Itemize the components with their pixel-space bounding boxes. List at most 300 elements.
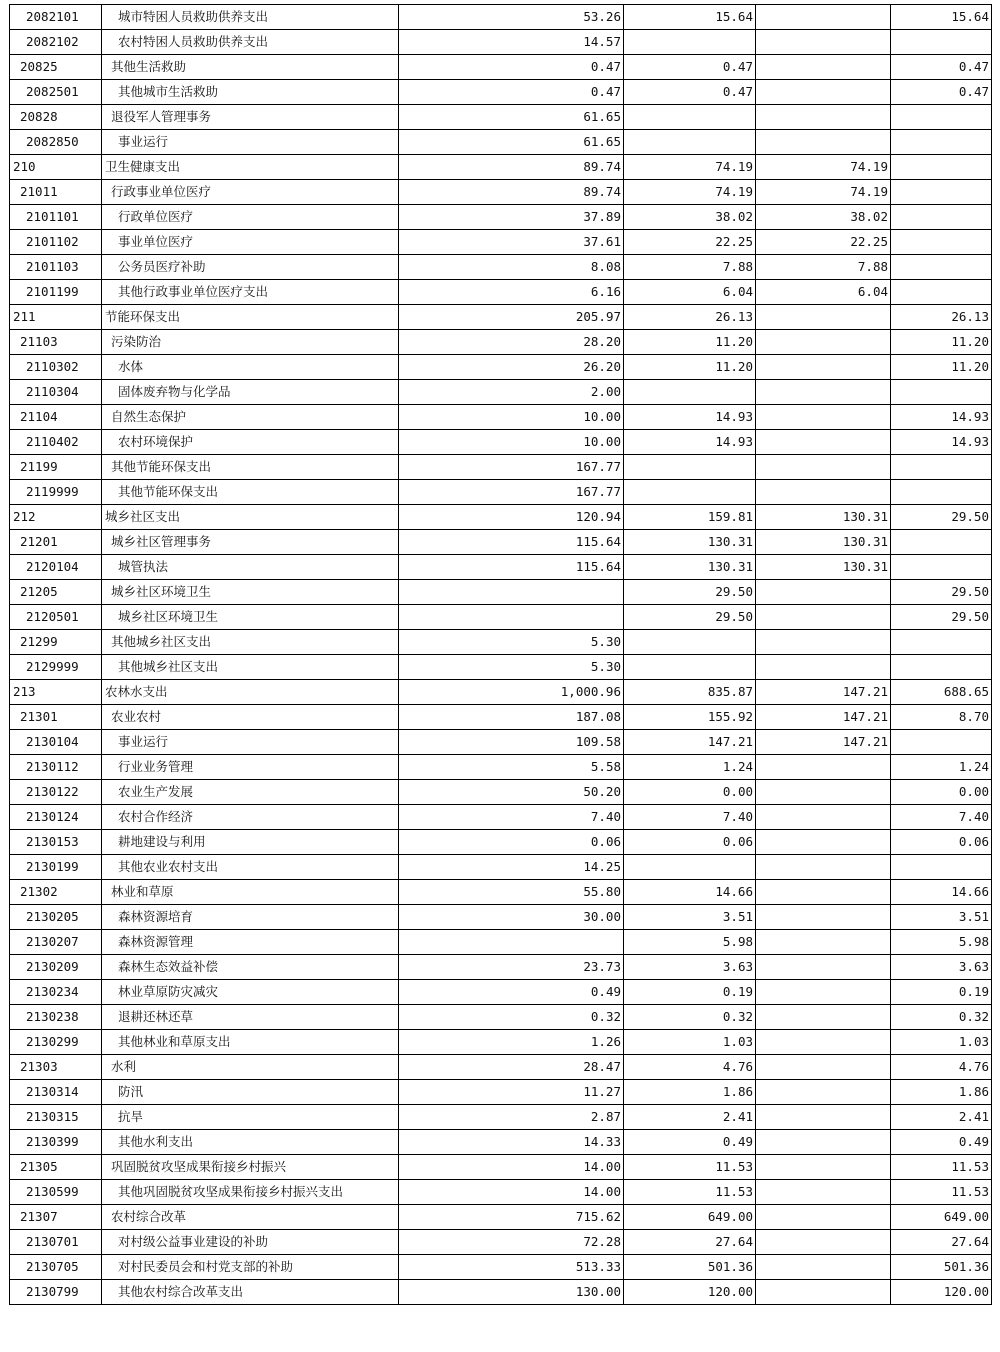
amount-cell-4: 11.20	[891, 330, 992, 355]
table-row	[10, 1030, 992, 1055]
subject-code-cell: 21205	[10, 580, 102, 605]
table-row	[10, 630, 992, 655]
table-row	[10, 480, 992, 505]
amount-cell-1: 5.30	[399, 655, 624, 680]
amount-cell-4: 2.41	[891, 1105, 992, 1130]
subject-code-cell: 2120501	[10, 605, 102, 630]
amount-cell-2: 5.98	[624, 930, 756, 955]
subject-code-cell: 2110302	[10, 355, 102, 380]
subject-name-cell: 其他节能环保支出	[102, 455, 399, 480]
table-row	[10, 255, 992, 280]
table-row	[10, 1280, 992, 1305]
amount-cell-4: 1.86	[891, 1080, 992, 1105]
amount-cell-3	[756, 930, 891, 955]
amount-cell-3	[756, 405, 891, 430]
subject-code-cell: 20828	[10, 105, 102, 130]
amount-cell-3	[756, 1030, 891, 1055]
amount-cell-1: 37.89	[399, 205, 624, 230]
amount-cell-2: 0.06	[624, 830, 756, 855]
subject-code-cell: 2130122	[10, 780, 102, 805]
amount-cell-2: 14.93	[624, 405, 756, 430]
amount-cell-4: 29.50	[891, 605, 992, 630]
amount-cell-1: 28.47	[399, 1055, 624, 1080]
amount-cell-4: 11.53	[891, 1155, 992, 1180]
subject-code-cell: 2129999	[10, 655, 102, 680]
amount-cell-3: 7.88	[756, 255, 891, 280]
amount-cell-4: 649.00	[891, 1205, 992, 1230]
amount-cell-3	[756, 355, 891, 380]
subject-code-cell: 20825	[10, 55, 102, 80]
table-row	[10, 830, 992, 855]
amount-cell-4: 0.47	[891, 55, 992, 80]
amount-cell-3	[756, 1205, 891, 1230]
amount-cell-3	[756, 380, 891, 405]
amount-cell-2: 14.66	[624, 880, 756, 905]
amount-cell-2: 11.53	[624, 1155, 756, 1180]
subject-name-cell: 自然生态保护	[102, 405, 399, 430]
amount-cell-2	[624, 30, 756, 55]
amount-cell-4	[891, 530, 992, 555]
amount-cell-4	[891, 205, 992, 230]
amount-cell-3	[756, 855, 891, 880]
amount-cell-4	[891, 655, 992, 680]
amount-cell-2: 26.13	[624, 305, 756, 330]
subject-code-cell: 21199	[10, 455, 102, 480]
subject-code-cell: 21201	[10, 530, 102, 555]
amount-cell-1: 513.33	[399, 1255, 624, 1280]
amount-cell-1: 11.27	[399, 1080, 624, 1105]
subject-name-cell: 事业运行	[102, 730, 399, 755]
subject-name-cell: 城乡社区管理事务	[102, 530, 399, 555]
subject-name-cell: 事业运行	[102, 130, 399, 155]
subject-code-cell: 2130705	[10, 1255, 102, 1280]
amount-cell-2: 27.64	[624, 1230, 756, 1255]
amount-cell-1: 10.00	[399, 405, 624, 430]
amount-cell-2: 6.04	[624, 280, 756, 305]
subject-code-cell: 21011	[10, 180, 102, 205]
subject-code-cell: 2130124	[10, 805, 102, 830]
subject-code-cell: 2130205	[10, 905, 102, 930]
amount-cell-3	[756, 1230, 891, 1255]
amount-cell-2	[624, 380, 756, 405]
amount-cell-4	[891, 105, 992, 130]
subject-name-cell: 巩固脱贫攻坚成果衔接乡村振兴	[102, 1155, 399, 1180]
table-row	[10, 155, 992, 180]
subject-code-cell: 2110304	[10, 380, 102, 405]
table-row	[10, 880, 992, 905]
subject-name-cell: 其他巩固脱贫攻坚成果衔接乡村振兴支出	[102, 1180, 399, 1205]
amount-cell-1: 50.20	[399, 780, 624, 805]
amount-cell-1: 55.80	[399, 880, 624, 905]
subject-name-cell: 其他行政事业单位医疗支出	[102, 280, 399, 305]
amount-cell-4: 0.00	[891, 780, 992, 805]
amount-cell-2: 74.19	[624, 155, 756, 180]
amount-cell-2: 14.93	[624, 430, 756, 455]
amount-cell-2: 0.32	[624, 1005, 756, 1030]
amount-cell-4	[891, 855, 992, 880]
subject-name-cell: 节能环保支出	[102, 305, 399, 330]
subject-code-cell: 2082102	[10, 30, 102, 55]
subject-name-cell: 对村民委员会和村党支部的补助	[102, 1255, 399, 1280]
budget-table	[9, 4, 992, 1305]
amount-cell-1: 14.25	[399, 855, 624, 880]
subject-code-cell: 2101102	[10, 230, 102, 255]
amount-cell-3	[756, 1180, 891, 1205]
subject-code-cell: 211	[10, 305, 102, 330]
amount-cell-3	[756, 805, 891, 830]
amount-cell-2: 38.02	[624, 205, 756, 230]
subject-name-cell: 森林生态效益补偿	[102, 955, 399, 980]
amount-cell-1: 14.33	[399, 1130, 624, 1155]
subject-name-cell: 其他城乡社区支出	[102, 630, 399, 655]
amount-cell-4	[891, 230, 992, 255]
subject-name-cell: 林业和草原	[102, 880, 399, 905]
amount-cell-3: 6.04	[756, 280, 891, 305]
table-row	[10, 1180, 992, 1205]
amount-cell-2: 649.00	[624, 1205, 756, 1230]
amount-cell-3	[756, 955, 891, 980]
amount-cell-1: 205.97	[399, 305, 624, 330]
subject-code-cell: 2130104	[10, 730, 102, 755]
subject-name-cell: 退耕还林还草	[102, 1005, 399, 1030]
subject-name-cell: 对村级公益事业建设的补助	[102, 1230, 399, 1255]
amount-cell-3: 130.31	[756, 505, 891, 530]
amount-cell-2: 74.19	[624, 180, 756, 205]
amount-cell-2: 11.20	[624, 355, 756, 380]
subject-name-cell: 其他城乡社区支出	[102, 655, 399, 680]
amount-cell-4	[891, 30, 992, 55]
amount-cell-2: 0.19	[624, 980, 756, 1005]
amount-cell-3	[756, 830, 891, 855]
table-row	[10, 755, 992, 780]
subject-code-cell: 21307	[10, 1205, 102, 1230]
amount-cell-1: 0.47	[399, 55, 624, 80]
amount-cell-4: 29.50	[891, 505, 992, 530]
subject-name-cell: 行业业务管理	[102, 755, 399, 780]
amount-cell-1: 28.20	[399, 330, 624, 355]
amount-cell-3	[756, 55, 891, 80]
amount-cell-4: 5.98	[891, 930, 992, 955]
amount-cell-3: 147.21	[756, 705, 891, 730]
amount-cell-4: 0.49	[891, 1130, 992, 1155]
subject-code-cell: 2130199	[10, 855, 102, 880]
table-row	[10, 705, 992, 730]
subject-name-cell: 农业农村	[102, 705, 399, 730]
table-row	[10, 1205, 992, 1230]
subject-code-cell: 21104	[10, 405, 102, 430]
amount-cell-2: 130.31	[624, 530, 756, 555]
subject-code-cell: 2130112	[10, 755, 102, 780]
subject-code-cell: 212	[10, 505, 102, 530]
subject-code-cell: 2130315	[10, 1105, 102, 1130]
amount-cell-3	[756, 1080, 891, 1105]
table-row	[10, 1080, 992, 1105]
amount-cell-4	[891, 255, 992, 280]
amount-cell-4	[891, 380, 992, 405]
subject-name-cell: 行政事业单位医疗	[102, 180, 399, 205]
subject-name-cell: 农村特困人员救助供养支出	[102, 30, 399, 55]
amount-cell-3	[756, 755, 891, 780]
table-row	[10, 5, 992, 30]
amount-cell-4: 11.53	[891, 1180, 992, 1205]
amount-cell-4: 3.63	[891, 955, 992, 980]
amount-cell-3	[756, 130, 891, 155]
subject-name-cell: 城乡社区环境卫生	[102, 580, 399, 605]
amount-cell-3	[756, 1005, 891, 1030]
amount-cell-2: 7.88	[624, 255, 756, 280]
amount-cell-4: 0.06	[891, 830, 992, 855]
amount-cell-4: 14.93	[891, 405, 992, 430]
amount-cell-4: 0.32	[891, 1005, 992, 1030]
amount-cell-4: 29.50	[891, 580, 992, 605]
amount-cell-4: 14.93	[891, 430, 992, 455]
amount-cell-4: 0.47	[891, 80, 992, 105]
subject-code-cell: 2130153	[10, 830, 102, 855]
amount-cell-2: 120.00	[624, 1280, 756, 1305]
amount-cell-4	[891, 630, 992, 655]
subject-name-cell: 污染防治	[102, 330, 399, 355]
amount-cell-1: 0.06	[399, 830, 624, 855]
table-row	[10, 655, 992, 680]
amount-cell-1: 5.58	[399, 755, 624, 780]
amount-cell-1: 30.00	[399, 905, 624, 930]
amount-cell-4: 0.19	[891, 980, 992, 1005]
amount-cell-3: 74.19	[756, 155, 891, 180]
amount-cell-1: 61.65	[399, 105, 624, 130]
table-row	[10, 1055, 992, 1080]
subject-name-cell: 农业生产发展	[102, 780, 399, 805]
table-body	[10, 5, 992, 1305]
table-row	[10, 1105, 992, 1130]
subject-name-cell: 林业草原防灾减灾	[102, 980, 399, 1005]
amount-cell-3: 74.19	[756, 180, 891, 205]
amount-cell-4: 120.00	[891, 1280, 992, 1305]
subject-code-cell: 21301	[10, 705, 102, 730]
table-row	[10, 680, 992, 705]
subject-code-cell: 2130238	[10, 1005, 102, 1030]
subject-code-cell: 210	[10, 155, 102, 180]
amount-cell-1: 0.47	[399, 80, 624, 105]
amount-cell-4: 7.40	[891, 805, 992, 830]
subject-name-cell: 其他节能环保支出	[102, 480, 399, 505]
amount-cell-1: 167.77	[399, 455, 624, 480]
amount-cell-1: 167.77	[399, 480, 624, 505]
amount-cell-2	[624, 455, 756, 480]
subject-code-cell: 21103	[10, 330, 102, 355]
amount-cell-3: 130.31	[756, 555, 891, 580]
table-row	[10, 180, 992, 205]
table-row	[10, 1130, 992, 1155]
amount-cell-3	[756, 780, 891, 805]
subject-name-cell: 退役军人管理事务	[102, 105, 399, 130]
subject-name-cell: 防汛	[102, 1080, 399, 1105]
amount-cell-4: 26.13	[891, 305, 992, 330]
amount-cell-2: 155.92	[624, 705, 756, 730]
subject-name-cell: 其他生活救助	[102, 55, 399, 80]
subject-code-cell: 213	[10, 680, 102, 705]
subject-code-cell: 21299	[10, 630, 102, 655]
amount-cell-1: 120.94	[399, 505, 624, 530]
amount-cell-2: 0.00	[624, 780, 756, 805]
table-row	[10, 805, 992, 830]
amount-cell-2	[624, 130, 756, 155]
amount-cell-1: 715.62	[399, 1205, 624, 1230]
amount-cell-3	[756, 305, 891, 330]
amount-cell-2: 11.53	[624, 1180, 756, 1205]
table-row	[10, 30, 992, 55]
amount-cell-2: 29.50	[624, 605, 756, 630]
amount-cell-4: 4.76	[891, 1055, 992, 1080]
subject-code-cell: 2110402	[10, 430, 102, 455]
table-row	[10, 130, 992, 155]
subject-name-cell: 固体废弃物与化学品	[102, 380, 399, 405]
amount-cell-2	[624, 105, 756, 130]
subject-name-cell: 公务员医疗补助	[102, 255, 399, 280]
amount-cell-3: 38.02	[756, 205, 891, 230]
amount-cell-2: 0.47	[624, 55, 756, 80]
amount-cell-1: 10.00	[399, 430, 624, 455]
table-row	[10, 855, 992, 880]
amount-cell-3	[756, 1155, 891, 1180]
subject-name-cell: 城乡社区环境卫生	[102, 605, 399, 630]
subject-name-cell: 农林水支出	[102, 680, 399, 705]
subject-name-cell: 水体	[102, 355, 399, 380]
table-row	[10, 955, 992, 980]
table-row	[10, 55, 992, 80]
amount-cell-3	[756, 605, 891, 630]
amount-cell-2: 835.87	[624, 680, 756, 705]
subject-code-cell: 2101103	[10, 255, 102, 280]
table-row	[10, 380, 992, 405]
subject-code-cell: 2130299	[10, 1030, 102, 1055]
subject-name-cell: 农村综合改革	[102, 1205, 399, 1230]
amount-cell-1: 72.28	[399, 1230, 624, 1255]
table-row	[10, 780, 992, 805]
subject-name-cell: 其他城市生活救助	[102, 80, 399, 105]
amount-cell-1	[399, 930, 624, 955]
amount-cell-4: 15.64	[891, 5, 992, 30]
amount-cell-1: 37.61	[399, 230, 624, 255]
amount-cell-4: 11.20	[891, 355, 992, 380]
amount-cell-2: 3.51	[624, 905, 756, 930]
table-row	[10, 1255, 992, 1280]
amount-cell-1: 89.74	[399, 155, 624, 180]
amount-cell-3: 147.21	[756, 680, 891, 705]
amount-cell-3	[756, 905, 891, 930]
amount-cell-1: 187.08	[399, 705, 624, 730]
subject-name-cell: 其他农业农村支出	[102, 855, 399, 880]
amount-cell-3	[756, 5, 891, 30]
amount-cell-3	[756, 880, 891, 905]
amount-cell-2: 501.36	[624, 1255, 756, 1280]
subject-code-cell: 2101199	[10, 280, 102, 305]
amount-cell-4: 688.65	[891, 680, 992, 705]
amount-cell-3	[756, 980, 891, 1005]
amount-cell-1: 89.74	[399, 180, 624, 205]
table-row	[10, 455, 992, 480]
table-row	[10, 580, 992, 605]
table-row	[10, 1005, 992, 1030]
table-row	[10, 1155, 992, 1180]
amount-cell-3	[756, 655, 891, 680]
amount-cell-1: 26.20	[399, 355, 624, 380]
amount-cell-4	[891, 555, 992, 580]
amount-cell-2: 147.21	[624, 730, 756, 755]
table-row	[10, 280, 992, 305]
amount-cell-1: 0.32	[399, 1005, 624, 1030]
subject-code-cell: 2130207	[10, 930, 102, 955]
amount-cell-4	[891, 455, 992, 480]
subject-name-cell: 行政单位医疗	[102, 205, 399, 230]
amount-cell-2: 1.86	[624, 1080, 756, 1105]
amount-cell-2: 3.63	[624, 955, 756, 980]
subject-code-cell: 21303	[10, 1055, 102, 1080]
amount-cell-1: 2.00	[399, 380, 624, 405]
table-row	[10, 330, 992, 355]
subject-name-cell: 城乡社区支出	[102, 505, 399, 530]
amount-cell-4: 8.70	[891, 705, 992, 730]
table-row	[10, 505, 992, 530]
amount-cell-2: 11.20	[624, 330, 756, 355]
amount-cell-4: 27.64	[891, 1230, 992, 1255]
amount-cell-1: 1,000.96	[399, 680, 624, 705]
amount-cell-1: 130.00	[399, 1280, 624, 1305]
amount-cell-3	[756, 455, 891, 480]
amount-cell-3	[756, 630, 891, 655]
amount-cell-1: 23.73	[399, 955, 624, 980]
amount-cell-4	[891, 130, 992, 155]
amount-cell-2: 1.24	[624, 755, 756, 780]
table-row	[10, 355, 992, 380]
amount-cell-4: 3.51	[891, 905, 992, 930]
amount-cell-4	[891, 155, 992, 180]
amount-cell-3	[756, 430, 891, 455]
amount-cell-1: 109.58	[399, 730, 624, 755]
amount-cell-3	[756, 480, 891, 505]
amount-cell-3	[756, 1255, 891, 1280]
subject-code-cell: 2101101	[10, 205, 102, 230]
amount-cell-2: 1.03	[624, 1030, 756, 1055]
amount-cell-3	[756, 1105, 891, 1130]
amount-cell-1: 115.64	[399, 530, 624, 555]
amount-cell-1: 6.16	[399, 280, 624, 305]
amount-cell-2	[624, 855, 756, 880]
amount-cell-4: 501.36	[891, 1255, 992, 1280]
subject-name-cell: 事业单位医疗	[102, 230, 399, 255]
subject-code-cell: 2130799	[10, 1280, 102, 1305]
amount-cell-3: 130.31	[756, 530, 891, 555]
table-row	[10, 530, 992, 555]
amount-cell-2: 130.31	[624, 555, 756, 580]
subject-name-cell: 农村环境保护	[102, 430, 399, 455]
amount-cell-2: 7.40	[624, 805, 756, 830]
amount-cell-1: 115.64	[399, 555, 624, 580]
subject-name-cell: 其他林业和草原支出	[102, 1030, 399, 1055]
amount-cell-3	[756, 105, 891, 130]
amount-cell-3	[756, 330, 891, 355]
subject-name-cell: 城管执法	[102, 555, 399, 580]
amount-cell-2	[624, 655, 756, 680]
subject-code-cell: 21302	[10, 880, 102, 905]
amount-cell-4	[891, 180, 992, 205]
table-row	[10, 230, 992, 255]
subject-name-cell: 其他水利支出	[102, 1130, 399, 1155]
amount-cell-4	[891, 480, 992, 505]
table-row	[10, 1230, 992, 1255]
amount-cell-2: 2.41	[624, 1105, 756, 1130]
subject-code-cell: 2130314	[10, 1080, 102, 1105]
amount-cell-1: 53.26	[399, 5, 624, 30]
